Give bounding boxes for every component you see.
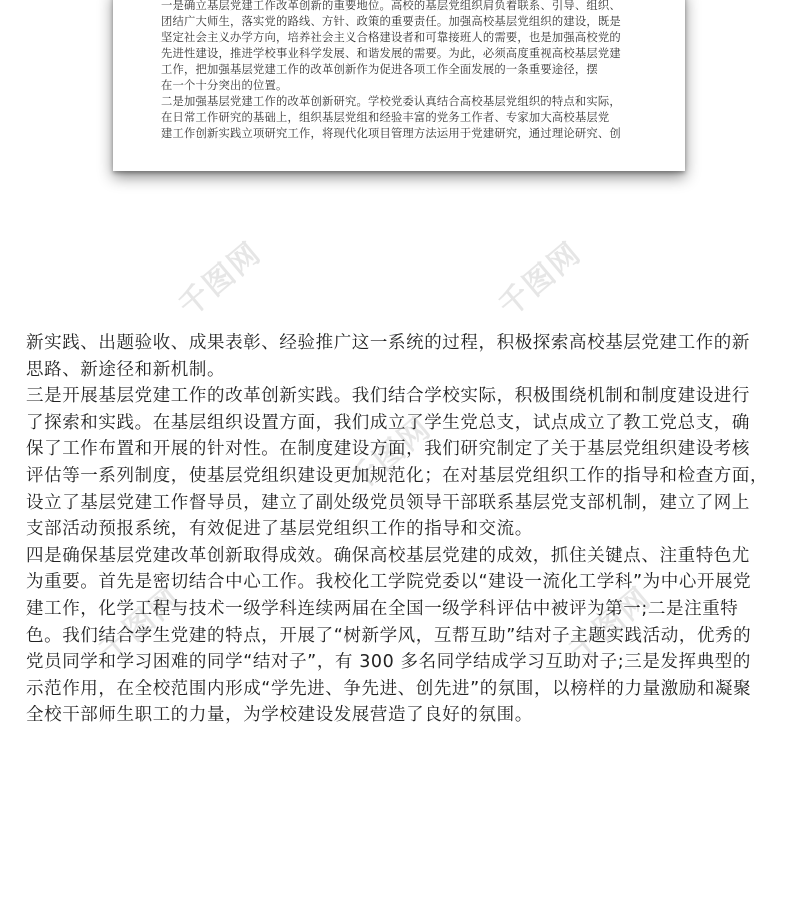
preview-line: 工作，把加强基层党建工作的改革创新作为促进各项工作全面发展的一条重要途径，摆: [161, 63, 598, 76]
body-line: 示范作用，在全校范围内形成“学先进、争先进、创先进”的氛围，以榜样的力量激励和凝聚: [26, 678, 752, 699]
body-line: 思路、新途径和新机制。: [26, 359, 226, 380]
body-line: 全校干部师生职工的力量，为学校建设发展营造了良好的氛围。: [26, 705, 533, 726]
watermark: 千图网: [342, 410, 439, 499]
body-line: 支部活动预报系统，有效促进了基层党组织工作的指导和交流。: [26, 519, 533, 540]
watermark: 千图网: [172, 235, 269, 324]
body-line: 新实践、出题验收、成果表彰、经验推广这一系统的过程，积极探索高校基层党建工作的新: [26, 333, 750, 353]
body-line: 建工作，化学工程与技术一级学科连续两届在全国一级学科评估中被评为第一;二是注重特: [26, 598, 739, 619]
preview-line: 团结广大师生，落实党的路线、方针、政策的重要责任。加强高校基层党组织的建设，既是: [161, 15, 621, 28]
body-line: 保了工作布置和开展的针对性。在制度建设方面，我们研究制定了关于基层党组织建设考核: [26, 439, 750, 460]
preview-line: 在日常工作研究的基础上，组织基层党组和经验丰富的党务工作者、专家加大高校基层党: [161, 111, 610, 124]
body-line: 四是确保基层党建改革创新取得成效。确保高校基层党建的成效，抓住关键点、注重特色尤: [26, 545, 750, 566]
body-line: 色。我们结合学生党建的特点，开展了“树新学风，互帮互助”结对子主题实践活动，优秀的: [26, 625, 752, 646]
body-line: 设立了基层党建工作督导员，建立了副处级党员领导干部联系基层党支部机制，建立了网上: [26, 492, 750, 513]
body-line: 三是开展基层党建工作的改革创新实践。我们结合学校实际，积极围绕机制和制度建设进行: [26, 386, 750, 407]
watermark: 千图网: [92, 580, 189, 669]
preview-line: 二是加强基层党建工作的改革创新研究。学校党委认真结合高校基层党组织的特点和实际，: [161, 95, 621, 108]
preview-line: 建工作创新实践立项研究工作，将现代化项目管理方法运用于党建研究，通过理论研究、创: [161, 127, 621, 140]
body-line: 了探索和实践。在基层组织设置方面，我们成立了学生党总支，试点成立了教工党总支，确: [26, 412, 750, 433]
preview-line: 先进性建设，推进学校事业科学发展、和谐发展的需要。为此，必须高度重视高校基层党建: [161, 47, 621, 60]
preview-line: 一是确立基层党建工作改革创新的重要地位。高校的基层党组织肩负着联系、引导、组织、: [161, 0, 621, 12]
preview-line: 坚定社会主义办学方向，培养社会主义合格建设者和可靠接班人的需要，也是加强高校党的: [161, 31, 621, 44]
watermark: 千图网: [492, 235, 589, 324]
preview-text: [161, 0, 649, 162]
document-preview-card: [113, 0, 685, 171]
watermark: 千图网: [562, 580, 659, 669]
body-line: 为重要。首先是密切结合中心工作。我校化工学院党委以“建设一流化工学科”为中心开展党: [26, 572, 752, 593]
preview-line: 在一个十分突出的位置。: [161, 79, 288, 92]
document-body: [26, 330, 778, 729]
body-line: 评估等一系列制度，使基层党组织建设更加规范化；在对基层党组织工作的指导和检查方面，: [26, 465, 769, 486]
body-line: 党员同学和学习困难的同学“结对子”，有 300 多名同学结成学习互助对子;三是发挥典型的: [26, 652, 751, 673]
